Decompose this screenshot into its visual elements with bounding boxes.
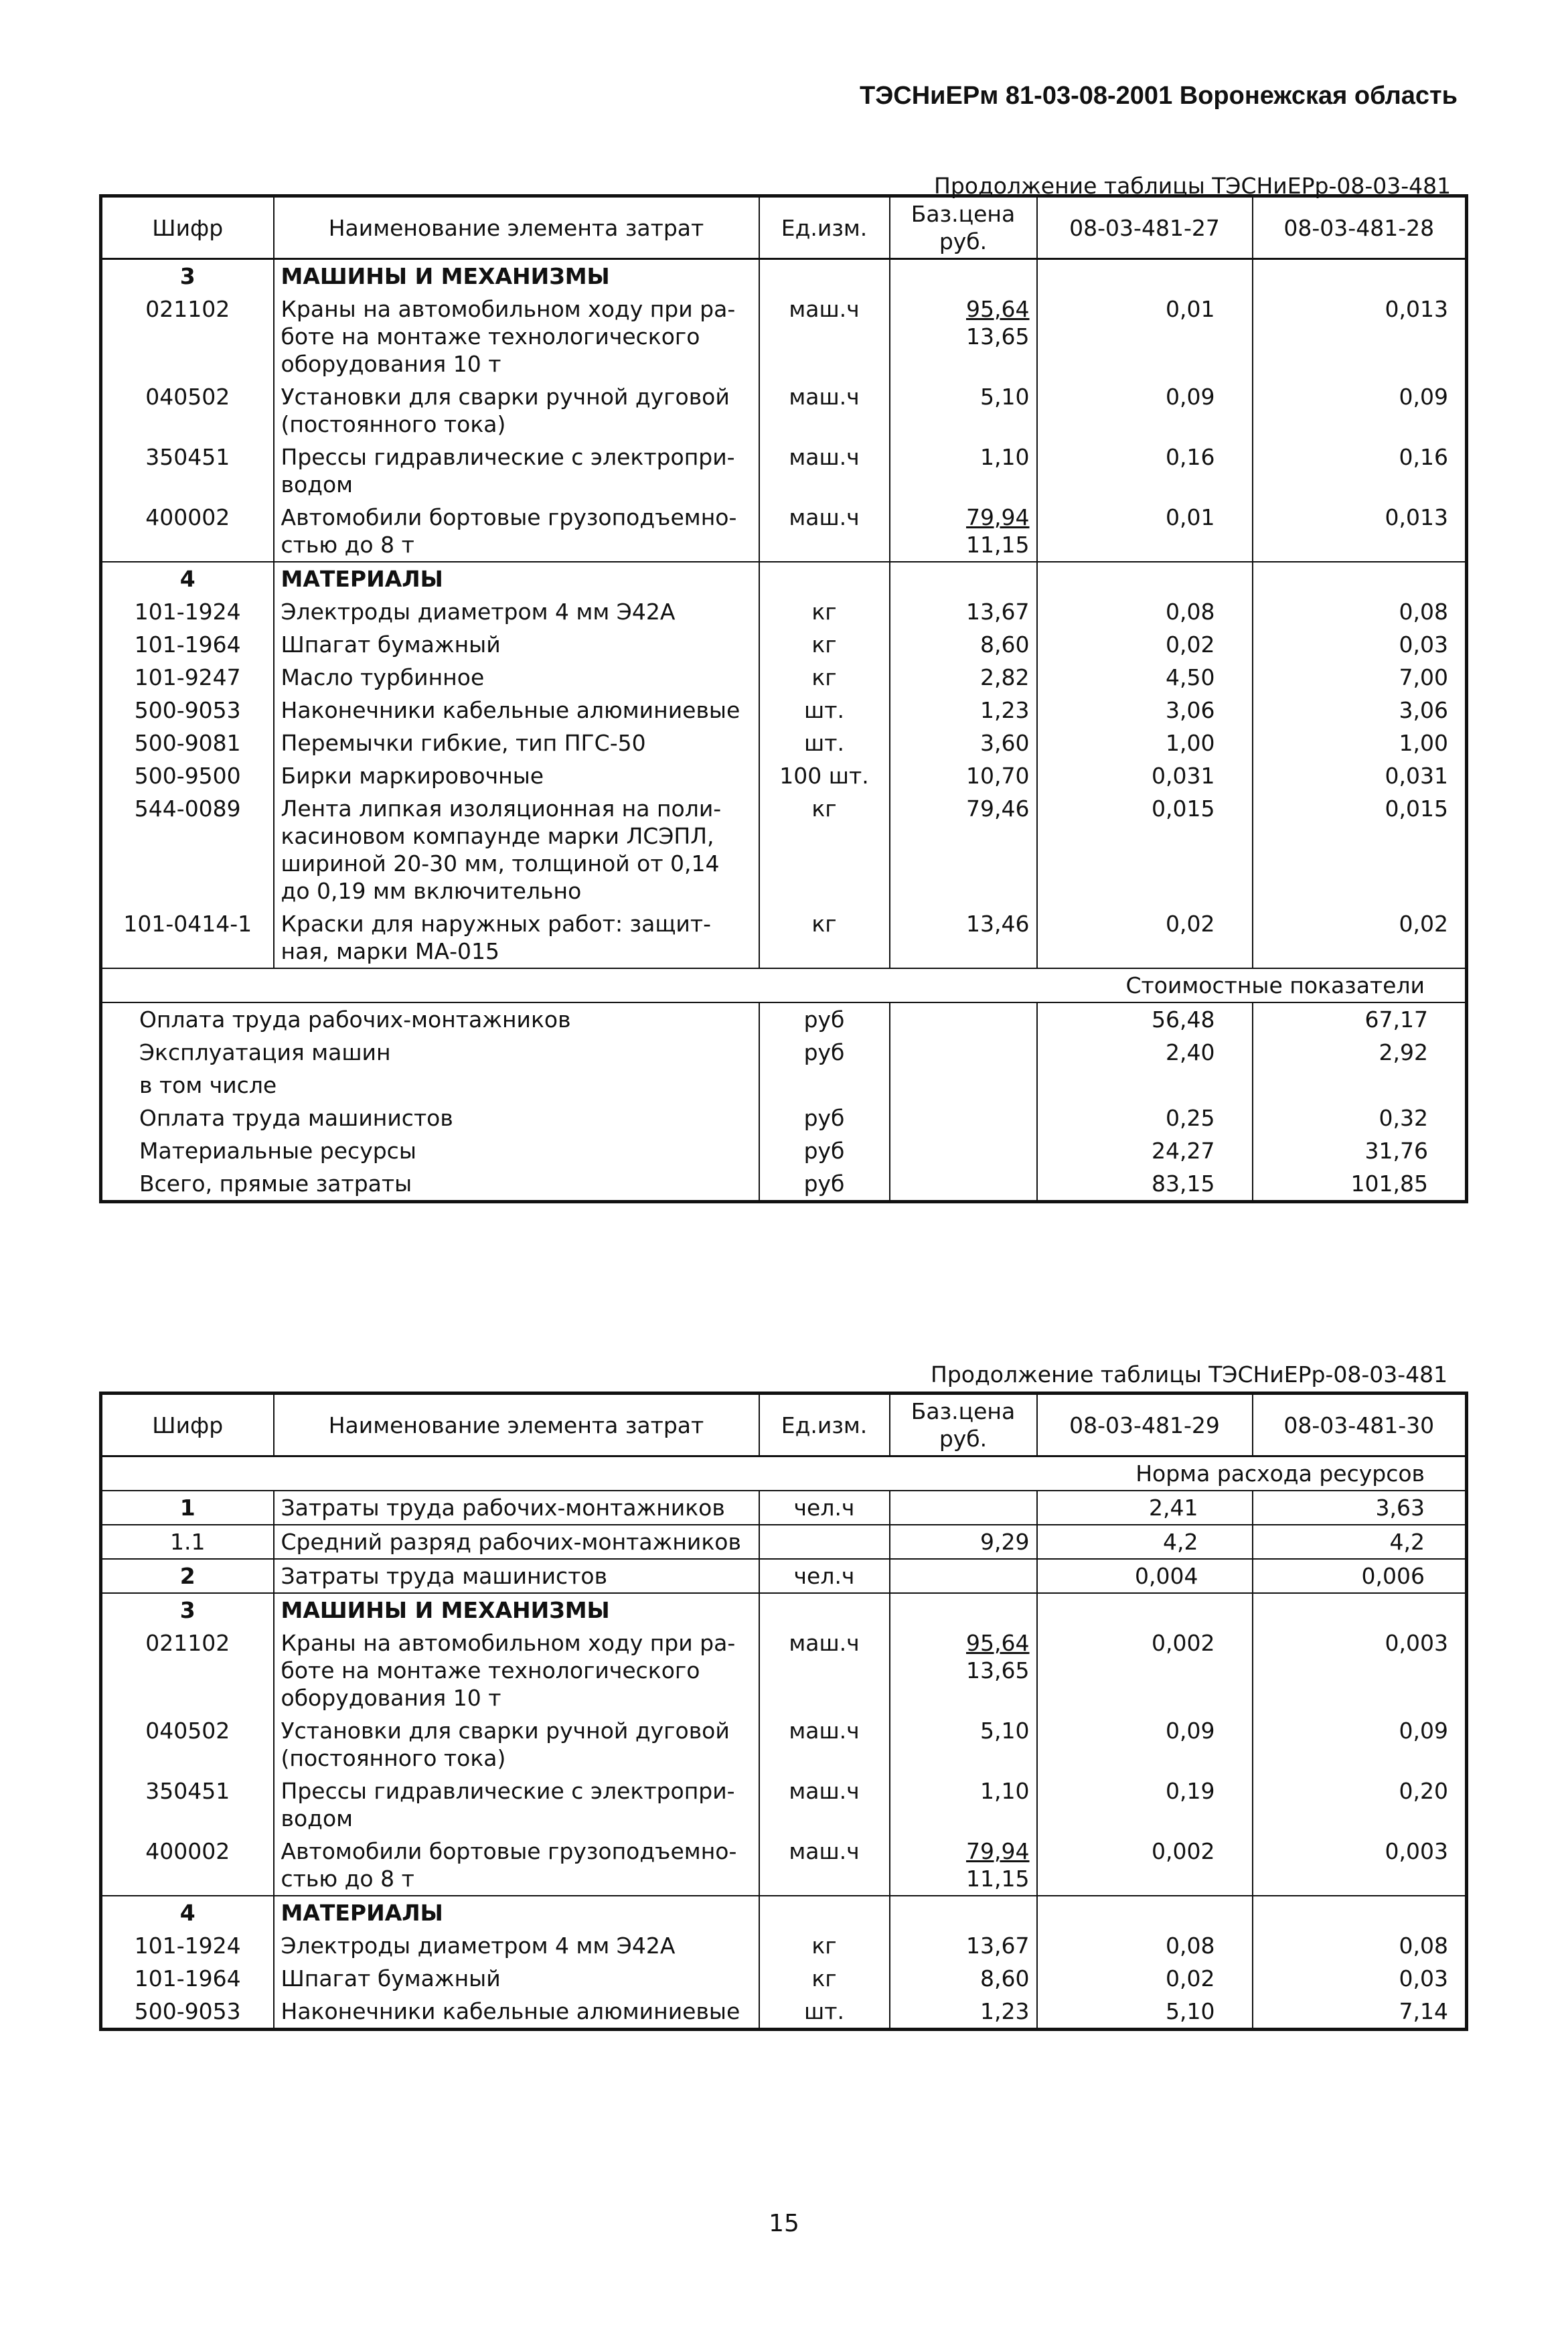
- col-header-v2: 08-03-481-28: [1253, 196, 1467, 259]
- row-code: 040502: [101, 1714, 274, 1775]
- row-value-1: 3,06: [1037, 694, 1253, 727]
- row-value-2: 0,08: [1253, 595, 1467, 628]
- row-value-1: 5,10: [1037, 1995, 1253, 2030]
- empty-cell: [890, 1069, 1037, 1102]
- table-row: [101, 595, 1467, 628]
- price-cell: [890, 1835, 1037, 1896]
- section-code: 4: [101, 562, 274, 595]
- row-code: 500-9053: [101, 694, 274, 727]
- row-name: Перемычки гибкие, тип ПГС-50: [274, 727, 759, 759]
- col-header-name: Наименование элемента затрат: [274, 1394, 759, 1456]
- row-code: 500-9081: [101, 727, 274, 759]
- table-row: [101, 1525, 1467, 1559]
- summary-row: [101, 1134, 1467, 1167]
- table-row: [101, 1835, 1467, 1896]
- row-unit: кг: [759, 1929, 890, 1962]
- row-value-2: 0,03: [1253, 1962, 1467, 1995]
- table-row: [101, 628, 1467, 661]
- row-name: Прессы гидравлические с электропри- водом: [274, 441, 759, 501]
- row-price: 9,29: [890, 1525, 1037, 1559]
- base-price-wages: 13,65: [966, 1657, 1030, 1683]
- row-value-1: 0,002: [1037, 1835, 1253, 1896]
- section-row: [101, 562, 1467, 595]
- row-unit: чел.ч: [759, 1491, 890, 1525]
- row-value-2: 0,013: [1253, 293, 1467, 380]
- row-value-1: 0,16: [1037, 441, 1253, 501]
- row-code: 400002: [101, 501, 274, 562]
- row-name: Краны на автомобильном ходу при ра- боте на монтаже технологического оборудования 10 т: [274, 1627, 759, 1714]
- price-cell: [890, 380, 1037, 441]
- base-price: 1,23: [980, 1998, 1030, 2024]
- summary-unit: руб: [759, 1102, 890, 1134]
- row-name: Установки для сварки ручной дуговой (постоянного тока): [274, 380, 759, 441]
- row-unit: маш.ч: [759, 380, 890, 441]
- summary-name: Материальные ресурсы: [101, 1134, 759, 1167]
- row-value-2: 0,03: [1253, 628, 1467, 661]
- col-header-name: Наименование элемента затрат: [274, 196, 759, 259]
- row-name: Наконечники кабельные алюминиевые: [274, 694, 759, 727]
- row-code: 1.1: [101, 1525, 274, 1559]
- price-cell: [890, 1995, 1037, 2030]
- base-price: 8,60: [980, 631, 1030, 658]
- row-value-1: 4,50: [1037, 661, 1253, 694]
- row-value-1: 0,09: [1037, 1714, 1253, 1775]
- price-cell: [890, 759, 1037, 792]
- col-header-v1: 08-03-481-29: [1037, 1394, 1253, 1456]
- empty-cell: [890, 1896, 1037, 1929]
- base-price: 1,23: [980, 697, 1030, 723]
- document-header: ТЭСНиЕРм 81-03-08-2001 Воронежская область: [860, 82, 1458, 110]
- row-code: 101-9247: [101, 661, 274, 694]
- base-price-wages: 13,65: [966, 323, 1030, 350]
- row-value-1: 0,01: [1037, 501, 1253, 562]
- summary-unit: руб: [759, 1002, 890, 1036]
- row-unit: шт.: [759, 1995, 890, 2030]
- table-row: [101, 661, 1467, 694]
- section-row: [101, 1896, 1467, 1929]
- row-code: 101-1924: [101, 595, 274, 628]
- summary-value-2: 67,17: [1253, 1002, 1467, 1036]
- row-value-1: 0,02: [1037, 907, 1253, 968]
- row-code: 350451: [101, 441, 274, 501]
- row-name: Шпагат бумажный: [274, 628, 759, 661]
- row-price: [890, 1559, 1037, 1593]
- empty-cell: [890, 1134, 1037, 1167]
- row-code: 101-0414-1: [101, 907, 274, 968]
- row-value-2: 7,14: [1253, 1995, 1467, 2030]
- empty-cell: [1037, 562, 1253, 595]
- price-cell: [890, 501, 1037, 562]
- empty-cell: [759, 1593, 890, 1627]
- col-header-code: Шифр: [101, 1394, 274, 1456]
- summary-value-1: [1037, 1069, 1253, 1102]
- base-price: 95,64: [966, 296, 1030, 322]
- table1: [99, 194, 1468, 1203]
- row-value-1: 0,015: [1037, 792, 1253, 907]
- col-header-price: Баз.цена руб.: [890, 196, 1037, 259]
- price-cell: [890, 1714, 1037, 1775]
- base-price-wages: 11,15: [966, 532, 1030, 558]
- row-value-2: 0,013: [1253, 501, 1467, 562]
- row-code: 101-1964: [101, 1962, 274, 1995]
- row-name: Бирки маркировочные: [274, 759, 759, 792]
- row-code: 500-9500: [101, 759, 274, 792]
- row-value-1: 0,08: [1037, 1929, 1253, 1962]
- base-price: 79,94: [966, 1838, 1030, 1864]
- row-name: Затраты труда машинистов: [274, 1559, 759, 1593]
- summary-row: [101, 1036, 1467, 1069]
- col-header-price: Баз.цена руб.: [890, 1394, 1037, 1456]
- summary-value-1: 0,25: [1037, 1102, 1253, 1134]
- summary-unit: руб: [759, 1167, 890, 1202]
- row-code: 400002: [101, 1835, 274, 1896]
- price-cell: [890, 595, 1037, 628]
- price-cell: [890, 293, 1037, 380]
- col-header-unit: Ед.изм.: [759, 1394, 890, 1456]
- table2-caption: Продолжение таблицы ТЭСНиЕРр-08-03-481: [931, 1361, 1448, 1388]
- summary-value-1: 2,40: [1037, 1036, 1253, 1069]
- row-code: 101-1964: [101, 628, 274, 661]
- col-header-unit: Ед.изм.: [759, 196, 890, 259]
- summary-value-2: 2,92: [1253, 1036, 1467, 1069]
- empty-cell: [1037, 259, 1253, 293]
- table-row: [101, 907, 1467, 968]
- base-price: 10,70: [966, 763, 1030, 789]
- section-row: [101, 259, 1467, 293]
- section-code: 3: [101, 259, 274, 293]
- row-unit: маш.ч: [759, 1835, 890, 1896]
- summary-row: [101, 1002, 1467, 1036]
- table-row: [101, 694, 1467, 727]
- empty-cell: [890, 1102, 1037, 1134]
- table-row: [101, 380, 1467, 441]
- row-value-1: 0,19: [1037, 1775, 1253, 1835]
- base-price: 2,82: [980, 664, 1030, 690]
- price-cell: [890, 441, 1037, 501]
- table-row: [101, 1627, 1467, 1714]
- empty-cell: [890, 1593, 1037, 1627]
- empty-cell: [1253, 1593, 1467, 1627]
- section-row: [101, 1593, 1467, 1627]
- summary-value-2: 31,76: [1253, 1134, 1467, 1167]
- base-price: 13,67: [966, 1933, 1030, 1959]
- summary-row: [101, 1069, 1467, 1102]
- section-title: МАШИНЫ И МЕХАНИЗМЫ: [274, 1593, 759, 1627]
- summary-row: [101, 1167, 1467, 1202]
- base-price: 5,10: [980, 384, 1030, 410]
- table-row: [101, 441, 1467, 501]
- row-unit: кг: [759, 1962, 890, 1995]
- row-name: Затраты труда рабочих-монтажников: [274, 1491, 759, 1525]
- table-row: [101, 1559, 1467, 1593]
- row-value-2: 0,20: [1253, 1775, 1467, 1835]
- row-code: 350451: [101, 1775, 274, 1835]
- cost-label: Стоимостные показатели: [101, 968, 1467, 1002]
- table-row: [101, 1491, 1467, 1525]
- row-code: 021102: [101, 293, 274, 380]
- base-price: 79,94: [966, 504, 1030, 530]
- table-row: [101, 293, 1467, 380]
- row-unit: кг: [759, 907, 890, 968]
- row-unit: кг: [759, 595, 890, 628]
- norm-label-row: [101, 1456, 1467, 1491]
- summary-name: Всего, прямые затраты: [101, 1167, 759, 1202]
- price-cell: [890, 694, 1037, 727]
- price-cell: [890, 1627, 1037, 1714]
- row-name: Наконечники кабельные алюминиевые: [274, 1995, 759, 2030]
- row-name: Автомобили бортовые грузоподъемно- стью до 8 т: [274, 501, 759, 562]
- summary-value-1: 24,27: [1037, 1134, 1253, 1167]
- row-unit: шт.: [759, 727, 890, 759]
- row-name: Масло турбинное: [274, 661, 759, 694]
- row-value-2: 0,16: [1253, 441, 1467, 501]
- empty-cell: [1253, 259, 1467, 293]
- table-row: [101, 501, 1467, 562]
- summary-unit: руб: [759, 1036, 890, 1069]
- row-name: Электроды диаметром 4 мм Э42А: [274, 595, 759, 628]
- row-name: Средний разряд рабочих-монтажников: [274, 1525, 759, 1559]
- table-row: [101, 1714, 1467, 1775]
- norm-label: Норма расхода ресурсов: [101, 1456, 1467, 1491]
- row-value-1: 0,01: [1037, 293, 1253, 380]
- row-unit: кг: [759, 628, 890, 661]
- price-cell: [890, 1962, 1037, 1995]
- summary-name: в том числе: [101, 1069, 759, 1102]
- summary-unit: руб: [759, 1134, 890, 1167]
- row-value-2: 0,003: [1253, 1627, 1467, 1714]
- base-price: 95,64: [966, 1630, 1030, 1656]
- table1-caption: Продолжение таблицы ТЭСНиЕРр-08-03-481: [934, 173, 1452, 199]
- empty-cell: [890, 562, 1037, 595]
- empty-cell: [759, 1896, 890, 1929]
- base-price: 1,10: [980, 444, 1030, 470]
- row-value-1: 2,41: [1037, 1491, 1253, 1525]
- summary-name: Эксплуатация машин: [101, 1036, 759, 1069]
- table-row: [101, 1929, 1467, 1962]
- summary-value-2: 0,32: [1253, 1102, 1467, 1134]
- row-value-2: 3,63: [1253, 1491, 1467, 1525]
- row-unit: кг: [759, 661, 890, 694]
- row-unit: маш.ч: [759, 1775, 890, 1835]
- summary-name: Оплата труда машинистов: [101, 1102, 759, 1134]
- col-header-v2: 08-03-481-30: [1253, 1394, 1467, 1456]
- table2: [99, 1392, 1468, 2031]
- row-unit: маш.ч: [759, 441, 890, 501]
- row-value-2: 0,02: [1253, 907, 1467, 968]
- row-value-2: 0,08: [1253, 1929, 1467, 1962]
- summary-unit: [759, 1069, 890, 1102]
- summary-name: Оплата труда рабочих-монтажников: [101, 1002, 759, 1036]
- price-cell: [890, 1775, 1037, 1835]
- row-unit: кг: [759, 792, 890, 907]
- col-header-code: Шифр: [101, 196, 274, 259]
- row-name: Краски для наружных работ: защит- ная, марки МА-015: [274, 907, 759, 968]
- empty-cell: [890, 1167, 1037, 1202]
- row-value-2: 0,015: [1253, 792, 1467, 907]
- row-value-2: 7,00: [1253, 661, 1467, 694]
- table-row: [101, 1995, 1467, 2030]
- row-value-1: 0,002: [1037, 1627, 1253, 1714]
- row-name: Краны на автомобильном ходу при ра- боте на монтаже технологического оборудования 10 т: [274, 293, 759, 380]
- summary-row: [101, 1102, 1467, 1134]
- summary-value-2: [1253, 1069, 1467, 1102]
- row-value-2: 4,2: [1253, 1525, 1467, 1559]
- row-code: 101-1924: [101, 1929, 274, 1962]
- row-value-1: 0,004: [1037, 1559, 1253, 1593]
- row-value-1: 0,09: [1037, 380, 1253, 441]
- row-unit: маш.ч: [759, 293, 890, 380]
- row-value-2: 0,09: [1253, 380, 1467, 441]
- section-code: 4: [101, 1896, 274, 1929]
- section-title: МАТЕРИАЛЫ: [274, 1896, 759, 1929]
- base-price: 5,10: [980, 1718, 1030, 1744]
- row-code: 021102: [101, 1627, 274, 1714]
- empty-cell: [1253, 1896, 1467, 1929]
- row-value-1: 0,02: [1037, 628, 1253, 661]
- row-name: Прессы гидравлические с электропри- водом: [274, 1775, 759, 1835]
- empty-cell: [1037, 1593, 1253, 1627]
- row-name: Автомобили бортовые грузоподъемно- стью до 8 т: [274, 1835, 759, 1896]
- price-cell: [890, 661, 1037, 694]
- row-unit: [759, 1525, 890, 1559]
- row-unit: маш.ч: [759, 501, 890, 562]
- base-price: 13,67: [966, 599, 1030, 625]
- row-name: Установки для сварки ручной дуговой (постоянного тока): [274, 1714, 759, 1775]
- row-name: Лента липкая изоляционная на поли- касиновом компаунде марки ЛСЭПЛ, шириной 20-30 мм, толщиной от 0,14 до 0,19 мм включительно: [274, 792, 759, 907]
- table-row: [101, 1962, 1467, 1995]
- section-title: МАШИНЫ И МЕХАНИЗМЫ: [274, 259, 759, 293]
- base-price: 79,46: [966, 796, 1030, 822]
- row-value-2: 1,00: [1253, 727, 1467, 759]
- empty-cell: [890, 259, 1037, 293]
- table-row: [101, 759, 1467, 792]
- summary-value-2: 101,85: [1253, 1167, 1467, 1202]
- base-price-wages: 11,15: [966, 1866, 1030, 1892]
- base-price: 3,60: [980, 730, 1030, 756]
- row-value-1: 4,2: [1037, 1525, 1253, 1559]
- row-name: Шпагат бумажный: [274, 1962, 759, 1995]
- row-value-2: 0,031: [1253, 759, 1467, 792]
- row-unit: чел.ч: [759, 1559, 890, 1593]
- price-cell: [890, 792, 1037, 907]
- row-unit: маш.ч: [759, 1627, 890, 1714]
- row-value-2: 3,06: [1253, 694, 1467, 727]
- summary-value-1: 56,48: [1037, 1002, 1253, 1036]
- row-name: Электроды диаметром 4 мм Э42А: [274, 1929, 759, 1962]
- row-code: 500-9053: [101, 1995, 274, 2030]
- row-code: 2: [101, 1559, 274, 1593]
- cost-label-row: [101, 968, 1467, 1002]
- empty-cell: [890, 1002, 1037, 1036]
- row-value-1: 1,00: [1037, 727, 1253, 759]
- row-price: [890, 1491, 1037, 1525]
- row-value-2: 0,003: [1253, 1835, 1467, 1896]
- base-price: 13,46: [966, 911, 1030, 937]
- table-row: [101, 1775, 1467, 1835]
- price-cell: [890, 1929, 1037, 1962]
- empty-cell: [1037, 1896, 1253, 1929]
- page-number: 15: [769, 2210, 799, 2237]
- row-code: 040502: [101, 380, 274, 441]
- row-value-2: 0,09: [1253, 1714, 1467, 1775]
- base-price: 8,60: [980, 1965, 1030, 1992]
- table-row: [101, 792, 1467, 907]
- base-price: 1,10: [980, 1778, 1030, 1804]
- table-row: [101, 727, 1467, 759]
- price-cell: [890, 907, 1037, 968]
- row-code: 1: [101, 1491, 274, 1525]
- row-unit: 100 шт.: [759, 759, 890, 792]
- row-value-1: 0,08: [1037, 595, 1253, 628]
- summary-value-1: 83,15: [1037, 1167, 1253, 1202]
- empty-cell: [759, 259, 890, 293]
- row-code: 544-0089: [101, 792, 274, 907]
- col-header-v1: 08-03-481-27: [1037, 196, 1253, 259]
- row-unit: маш.ч: [759, 1714, 890, 1775]
- empty-cell: [890, 1036, 1037, 1069]
- price-cell: [890, 628, 1037, 661]
- section-code: 3: [101, 1593, 274, 1627]
- row-unit: шт.: [759, 694, 890, 727]
- row-value-1: 0,031: [1037, 759, 1253, 792]
- empty-cell: [759, 562, 890, 595]
- row-value-1: 0,02: [1037, 1962, 1253, 1995]
- price-cell: [890, 727, 1037, 759]
- empty-cell: [1253, 562, 1467, 595]
- section-title: МАТЕРИАЛЫ: [274, 562, 759, 595]
- row-value-2: 0,006: [1253, 1559, 1467, 1593]
